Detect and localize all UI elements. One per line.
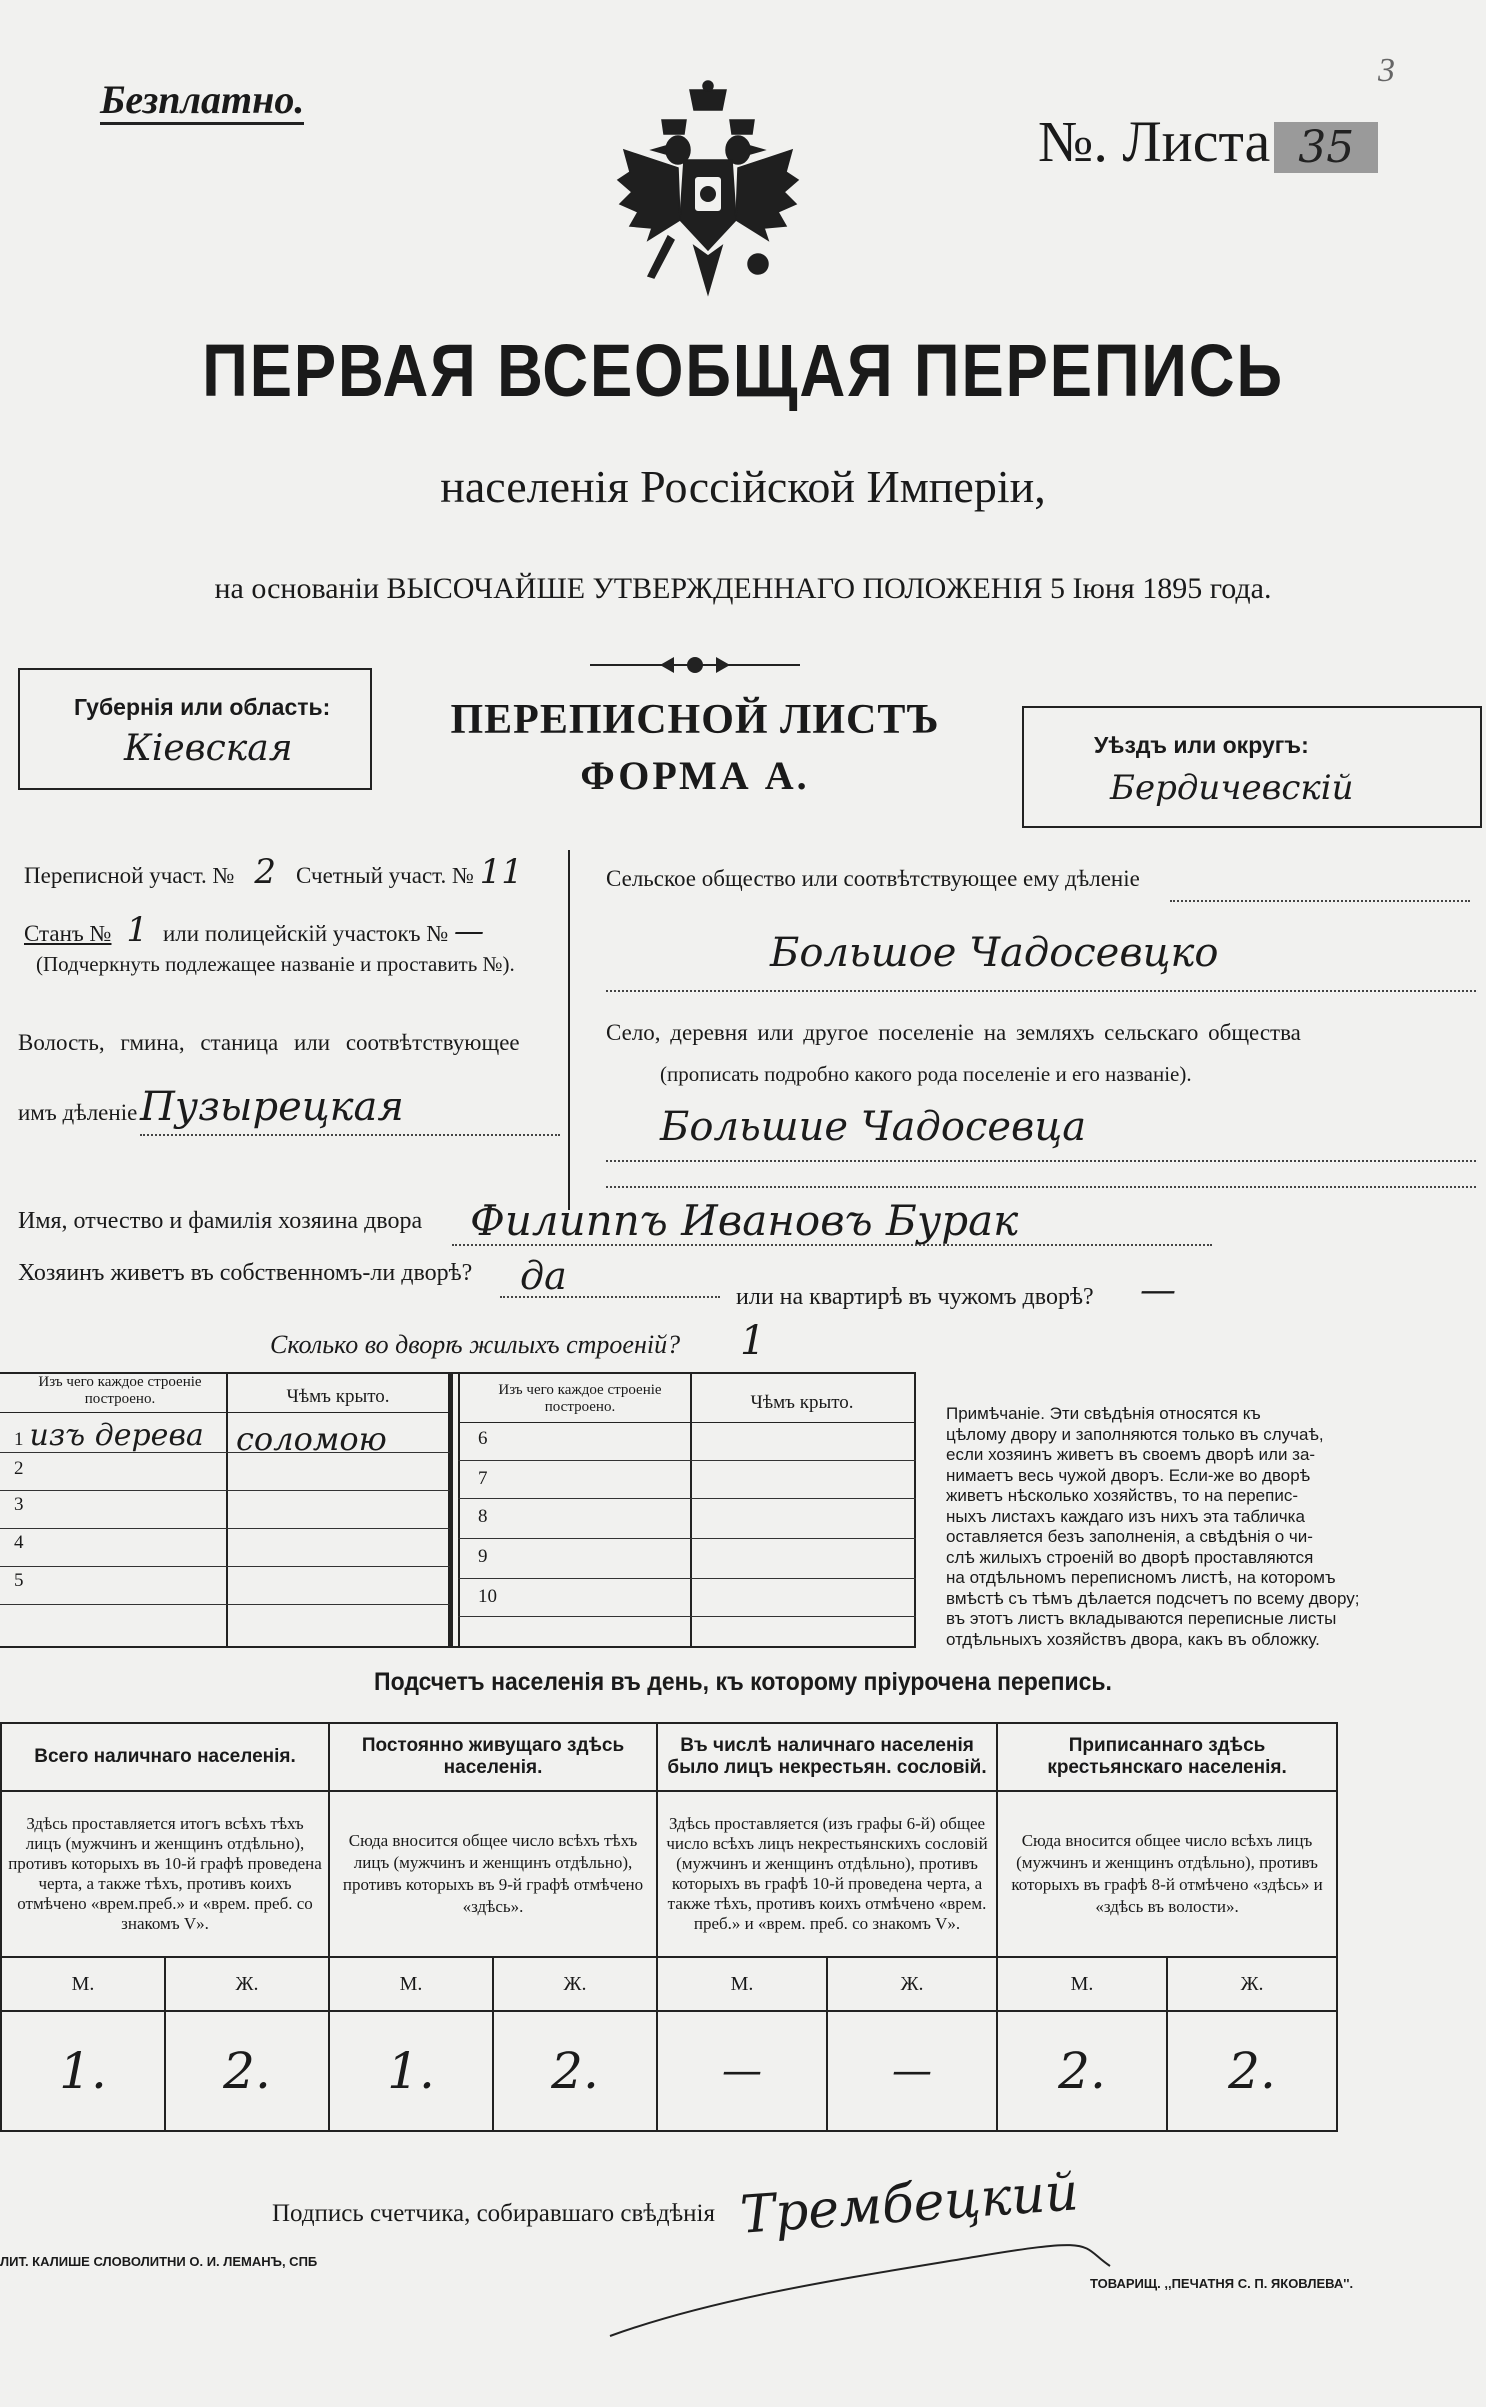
census-subtitle: населенія Россійской Имперіи,	[440, 461, 1046, 512]
buildings-row-rule	[458, 1538, 916, 1539]
buildings-row-right-7: 7	[478, 1468, 488, 1489]
owner-name-line	[452, 1244, 1212, 1246]
buildings-header-rule-left	[0, 1412, 450, 1413]
buildings-row-left-2: 2	[14, 1458, 24, 1479]
schet-uch-label: Счетный участ. №	[295, 863, 474, 888]
village-line-1	[606, 1160, 1476, 1162]
rent-label: или на квартирѣ въ чужомъ дворѣ?	[736, 1284, 1094, 1310]
sheet-number-value: 35	[1274, 122, 1378, 173]
police-value[interactable]: —	[454, 914, 485, 949]
buildings-col-material-right: Изъ чего каждое строеніе построено.	[498, 1382, 662, 1415]
stan-row	[24, 910, 484, 950]
note-line: отдѣльныхъ хозяйствъ двора, какъ въ обложку.	[946, 1629, 1320, 1649]
buildings-row-right-6: 6	[478, 1428, 488, 1449]
village-note: (прописать подробно какого рода поселеніе и его названіе).	[660, 1062, 1192, 1086]
building-material-value[interactable]: изъ дерева	[29, 1418, 204, 1453]
perepis-uch-value[interactable]: 2	[254, 852, 277, 892]
printer-right: ТОВАРИЩ. ,,ПЕЧАТНЯ С. П. ЯКОВЛЕВА''.	[1090, 2276, 1354, 2291]
building-roof-value[interactable]: соломою	[236, 1420, 387, 1458]
rent-value[interactable]: —	[1140, 1270, 1176, 1311]
row-number: 1	[14, 1429, 24, 1450]
buildings-header-rule-right	[458, 1422, 916, 1423]
society-value[interactable]: Большое Чадосевцко	[770, 930, 1219, 976]
buildings-row-rule	[0, 1528, 450, 1529]
census-title: ПЕРВАЯ ВСЕОБЩАЯ ПЕРЕПИСЬ	[202, 329, 1284, 412]
village-value[interactable]: Большие Чадосевца	[660, 1104, 1087, 1150]
count-label-f: Ж.	[827, 1957, 997, 2011]
corner-mark: 3	[1378, 52, 1395, 89]
count-label-m: М.	[1, 1957, 165, 2011]
count-value-total-m[interactable]: 1.	[1, 2011, 165, 2131]
buildings-col-roof-right: Чѣмъ крыто.	[750, 1392, 854, 1413]
uezd-label: Уѣздъ или округъ:	[1094, 732, 1309, 758]
buildings-row-left-4: 4	[14, 1532, 24, 1553]
volost-value[interactable]: Пузырецкая	[140, 1084, 404, 1130]
buildings-note	[946, 1404, 1358, 1650]
own-yard-label: Хозяинъ живетъ въ собственномъ-ли дворѣ?	[18, 1260, 473, 1286]
buildings-count-value[interactable]: 1	[740, 1318, 766, 1364]
buildings-row-left-5: 5	[14, 1570, 24, 1591]
buildings-row-rule	[0, 1604, 450, 1605]
count-label-m: М.	[997, 1957, 1167, 2011]
count-value-total-f[interactable]: 2.	[165, 2011, 329, 2131]
count-value-assigned-f[interactable]: 2.	[1167, 2011, 1337, 2131]
note-line: ныхъ листахъ каждаго изъ нихъ эта табличка	[946, 1506, 1305, 1526]
owner-name-value[interactable]: Филиппъ Ивановъ Бурак	[470, 1196, 1019, 1245]
buildings-count-label: Сколько во дворѣ жилыхъ строеній?	[270, 1330, 681, 1359]
census-basis: на основаніи ВЫСОЧАЙШЕ УТВЕРЖДЕННАГО ПОЛОЖЕНІЯ 5 Іюня 1895 года.	[214, 572, 1272, 605]
note-line: слѣ жилыхъ строеній во дворѣ проставляются	[946, 1547, 1314, 1567]
signature-value[interactable]: Трембецкий	[738, 2162, 1081, 2246]
count-value-assigned-m[interactable]: 2.	[997, 2011, 1167, 2131]
count-label-f: Ж.	[165, 1957, 329, 2011]
note-line: нимаетъ весь чужой дворъ. Если-же во дворѣ	[946, 1465, 1311, 1485]
printer-left: ЛИТ. КАЛИШЕ СЛОВОЛИТНИ О. И. ЛЕМАНЪ, СПБ	[0, 2254, 318, 2269]
note-line: вмѣстѣ съ тѣмъ дѣлается подсчетъ по всему двору;	[946, 1588, 1360, 1608]
note-line: живетъ нѣсколько хозяйствъ, то на перепис-	[946, 1486, 1298, 1505]
buildings-row-left-3: 3	[14, 1494, 24, 1515]
gubernia-label: Губернія или область:	[74, 694, 331, 720]
volost-line	[140, 1134, 560, 1136]
note-line: цѣлому двору и заполняются только въ случаѣ,	[946, 1424, 1324, 1444]
volost-label-2: имъ дѣленіе	[18, 1100, 138, 1125]
buildings-row-rule	[458, 1616, 916, 1617]
note-line: если хозяинъ живетъ въ своемъ дворѣ или за-	[946, 1445, 1316, 1464]
count-value-permanent-f[interactable]: 2.	[493, 2011, 657, 2131]
signature-label: Подпись счетчика, собиравшаго свѣдѣнія	[272, 2200, 715, 2227]
count-desc-permanent: Сюда вносится общее число всѣхъ тѣхъ лицъ (мужчинъ и женщинъ отдѣльно), противъ которыхъ въ 9-й графѣ отмѣчено «здѣсь».	[329, 1791, 657, 1957]
buildings-row-rule	[458, 1460, 916, 1461]
stan-value[interactable]: 1	[126, 910, 149, 950]
buildings-row-rule	[0, 1566, 450, 1567]
count-label-f: Ж.	[1167, 1957, 1337, 2011]
count-header-non-peasant: Въ числѣ наличнаго населенія было лицъ некрестьян. сословій.	[657, 1723, 997, 1791]
count-title: Подсчетъ населенія въ день, къ которому пріурочена перепись.	[374, 1668, 1112, 1696]
note-line: Примѣчаніе. Эти свѣдѣнія относятся къ	[946, 1404, 1261, 1423]
free-label: Безплатно.	[100, 78, 304, 125]
count-desc-non-peasant: Здѣсь проставляется (изъ графы 6-й) общее число всѣхъ лицъ некрестьянскихъ сословій (мужчинъ и женщинъ отдѣльно), противъ которыхъ въ графѣ 10-й проведена черта, а также тѣхъ, противъ коихъ отмѣчено «врем. преб.» и «врем. преб. со знакомъ V».	[657, 1791, 997, 1957]
perepis-uch-row	[24, 852, 523, 892]
count-label-m: М.	[657, 1957, 827, 2011]
count-label-m: М.	[329, 1957, 493, 2011]
count-header-permanent: Постоянно живущаго здѣсь населенія.	[329, 1723, 657, 1791]
buildings-col-roof-left: Чѣмъ крыто.	[286, 1386, 390, 1407]
gubernia-value[interactable]: Кіевская	[124, 728, 293, 769]
gubernia-box	[18, 668, 372, 790]
sheet-number-label: №. Листа	[1038, 109, 1271, 174]
owner-name-label: Имя, отчество и фамилія хозяина двора	[18, 1208, 423, 1234]
form-sheet-title: ПЕРЕПИСНОЙ ЛИСТЪ	[450, 697, 940, 743]
sheet-number	[1038, 108, 1378, 175]
own-yard-value[interactable]: да	[520, 1254, 567, 1298]
buildings-row-right-10: 10	[478, 1586, 497, 1607]
buildings-row-rule	[458, 1578, 916, 1579]
note-line: оставляется безъ заполненія, а свѣдѣнія о чи-	[946, 1527, 1313, 1546]
underline-note: (Подчеркнуть подлежащее названіе и проставить №).	[36, 952, 515, 976]
society-label: Сельское общество или соотвѣтствующее ему дѣленіе	[606, 866, 1140, 891]
stan-label: Станъ №	[24, 921, 112, 946]
note-line: въ этотъ листъ вкладываются переписные листы	[946, 1609, 1337, 1628]
count-desc-total: Здѣсь проставляется итогъ всѣхъ тѣхъ лицъ (мужчинъ и женщинъ отдѣльно), противъ которыхъ въ 10-й графѣ проведена черта, а также тѣхъ, противъ коихъ отмѣчено «врем.преб.» и «врем. преб. со знакомъ V».	[1, 1791, 329, 1957]
uezd-value[interactable]: Бердичевскій	[1110, 768, 1354, 808]
buildings-row-rule	[458, 1498, 916, 1499]
society-line-1	[1170, 900, 1470, 902]
buildings-row-right-8: 8	[478, 1506, 488, 1527]
buildings-table-bottom	[0, 1646, 916, 1648]
buildings-row-left-1	[14, 1418, 204, 1453]
buildings-row-rule	[0, 1452, 450, 1453]
buildings-divider-middle-2	[458, 1372, 460, 1646]
buildings-row-rule	[0, 1490, 450, 1491]
section-divider	[568, 850, 570, 1210]
coat-of-arms-emblem	[608, 80, 808, 310]
buildings-col-material-left: Изъ чего каждое строеніе построено.	[38, 1374, 202, 1407]
count-header-total: Всего наличнаго населенія.	[1, 1723, 329, 1791]
count-value-non-peasant-m[interactable]: —	[657, 2011, 827, 2131]
volost-label-1: Волость, гмина, станица или соотвѣтствующее	[18, 1030, 520, 1055]
signature-flourish	[600, 2236, 1120, 2346]
buildings-table-right	[914, 1372, 916, 1646]
count-desc-assigned-peasant: Сюда вносится общее число всѣхъ лицъ (мужчинъ и женщинъ отдѣльно), противъ которыхъ въ графѣ 8-й отмѣчено «здѣсь» и «здѣсь въ волости».	[997, 1791, 1337, 1957]
schet-uch-value[interactable]: 11	[479, 852, 523, 892]
village-line-2	[606, 1186, 1476, 1188]
buildings-row-right-9: 9	[478, 1546, 488, 1567]
form-label: ФОРМА А.	[580, 753, 810, 798]
divider-ornament	[590, 650, 800, 680]
population-count-table	[0, 1722, 1338, 2132]
count-header-assigned-peasant: Приписаннаго здѣсь крестьянскаго населенія.	[997, 1723, 1337, 1791]
note-line: на отдѣльномъ переписномъ листѣ, на которомъ	[946, 1568, 1336, 1587]
count-value-non-peasant-f[interactable]: —	[827, 2011, 997, 2131]
village-label: Село, деревня или другое поселеніе на земляхъ сельскаго общества	[606, 1020, 1301, 1045]
society-line-2	[606, 990, 1476, 992]
count-label-f: Ж.	[493, 1957, 657, 2011]
perepis-uch-label: Переписной участ. №	[24, 863, 235, 888]
own-yard-line	[500, 1296, 720, 1298]
count-value-permanent-m[interactable]: 1.	[329, 2011, 493, 2131]
police-label: или полицейскій участокъ №	[162, 921, 449, 946]
uezd-box	[1022, 706, 1482, 828]
